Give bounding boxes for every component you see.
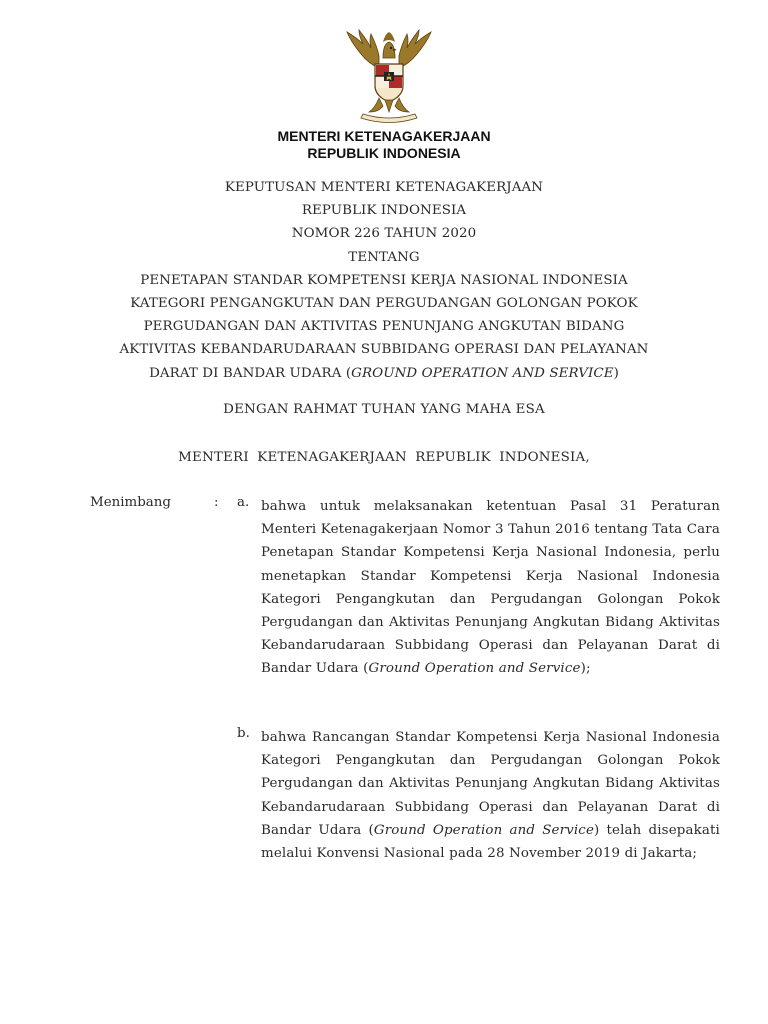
- item-text: [261, 495, 720, 681]
- decree-about: TENTANG: [348, 249, 420, 265]
- garuda-emblem-icon: [339, 28, 439, 124]
- item-text-italic: Ground Operation and Service: [368, 661, 581, 677]
- considering-colon: :: [214, 495, 219, 510]
- item-text-part: ) telah disepakati melalui Konvensi Nasional pada 28 November 2019 di Jakarta;: [261, 822, 720, 862]
- considering-label: Menimbang: [90, 495, 171, 510]
- item-text-italic: Ground Operation and Service: [373, 822, 595, 838]
- ministry-header: [0, 128, 768, 162]
- decree-subject-line: [0, 362, 768, 385]
- decree-subject-line: PENETAPAN STANDAR KOMPETENSI KERJA NASIONAL INDONESIA: [140, 272, 628, 288]
- item-text-part: bahwa untuk melaksanakan ketentuan Pasal 31 Peraturan Menteri Ketenagakerjaan Nomor 3 Tahun 2016 tentang Tata Cara Penetapan Standar Kompetensi Kerja Nasional Indonesia, perlu menetapkan Standar Kompetensi Kerja Nasional Indonesia Kategori Pengangkutan dan Pergudangan Golongan Pokok Pergudangan dan Aktivitas Penunjang Angkutan Bidang Aktivitas Kebandarudaraan Subbidang Operasi dan Pelayanan Darat di Bandar Udara (: [261, 499, 720, 677]
- decree-subject-line: KATEGORI PENGANGKUTAN DAN PERGUDANGAN GOLONGAN POKOK: [130, 296, 638, 312]
- item-text-part: );: [580, 661, 591, 677]
- decree-title: [0, 176, 768, 385]
- subject-text: ): [613, 365, 619, 381]
- subject-italic: GROUND OPERATION AND SERVICE: [351, 365, 614, 381]
- minister-line: MENTERI KETENAGAKERJAAN REPUBLIK INDONESIA,: [178, 450, 590, 465]
- ministry-name: MENTERI KETENAGAKERJAAN: [277, 128, 491, 144]
- decree-type: KEPUTUSAN MENTERI KETENAGAKERJAAN: [224, 180, 544, 195]
- item-letter: a.: [237, 495, 250, 510]
- blessing-line: DENGAN RAHMAT TUHAN YANG MAHA ESA: [223, 402, 545, 417]
- decree-number: NOMOR 226 TAHUN 2020: [291, 226, 477, 242]
- decree-republic: REPUBLIK INDONESIA: [301, 203, 467, 219]
- subject-text: DARAT DI BANDAR UDARA (: [149, 365, 352, 381]
- republic-name: REPUBLIK INDONESIA: [307, 145, 461, 161]
- item-text: [261, 726, 720, 865]
- item-text-part: bahwa Rancangan Standar Kompetensi Kerja Nasional Indonesia Kategori Pengangkutan dan Pergudangan Golongan Pokok Pergudangan dan Aktivitas Penunjang Angkutan Bidang Aktivitas Kebandarudaraan Subbidang Operasi dan Pelayanan Darat di Bandar Udara (: [261, 730, 720, 838]
- item-letter: b.: [237, 726, 250, 741]
- decree-subject-line: PERGUDANGAN DAN AKTIVITAS PENUNJANG ANGKUTAN BIDANG: [143, 319, 625, 335]
- decree-subject-line: AKTIVITAS KEBANDARUDARAAN SUBBIDANG OPERASI DAN PELAYANAN: [119, 342, 649, 358]
